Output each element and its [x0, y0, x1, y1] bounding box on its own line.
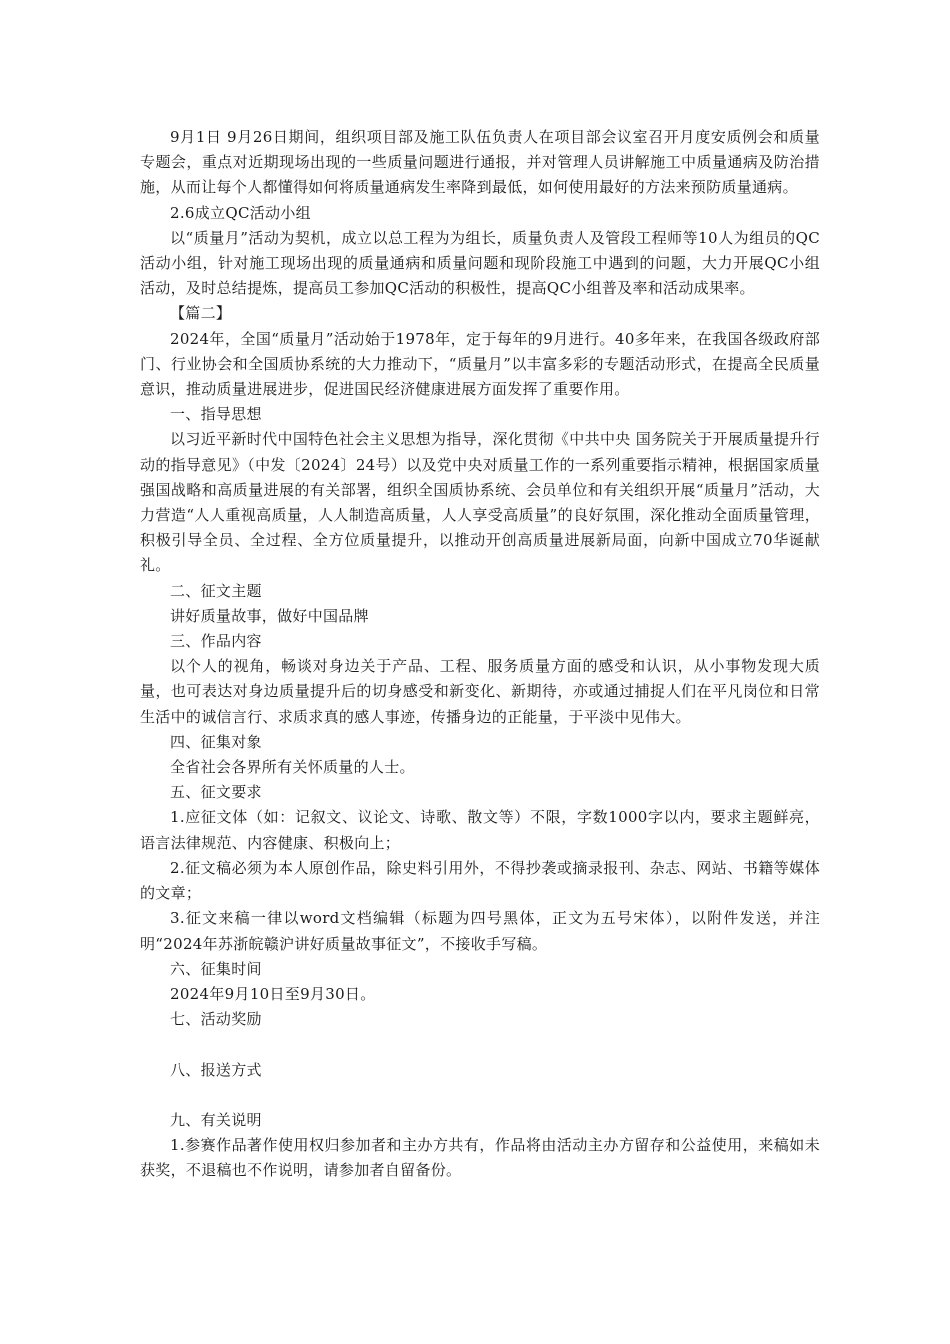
- notes-item-1: 1.参赛作品著作使用权归参加者和主办方共有，作品将由活动主办方留存和公益使用，来稿如未获奖，不退稿也不作说明，请参加者自留备份。: [140, 1136, 820, 1180]
- part-two-heading: 【篇二】: [170, 304, 232, 323]
- paragraph-essay-theme: 讲好质量故事，做好中国品牌: [170, 606, 369, 625]
- document-body: [140, 125, 820, 1184]
- section-heading-qc-group: 2.6成立QC活动小组: [170, 203, 311, 222]
- heading-submission-method: 八、报送方式: [170, 1060, 262, 1079]
- paragraph-meeting-summary: 9月1日 9月26日期间，组织项目部及施工队伍负责人在项目部会议室召开月度安质例会和质量专题会，重点对近期现场出现的一些质量问题进行通报，并对管理人员讲解施工中质量通病及防治措施，从而让每个人都懂得如何将质量通病发生率降到最低，如何使用最好的方法来预防质量通病。: [140, 128, 820, 197]
- requirement-item-2: 2.征文稿必须为本人原创作品，除史料引用外，不得抄袭或摘录报刊、杂志、网站、书籍等媒体的文章；: [140, 858, 820, 903]
- heading-target-audience: 四、征集对象: [170, 732, 262, 751]
- heading-related-notes: 九、有关说明: [170, 1110, 262, 1129]
- paragraph-collection-period: 2024年9月10日至9月30日。: [170, 984, 376, 1003]
- heading-essay-theme: 二、征文主题: [170, 581, 262, 600]
- paragraph-quality-month-intro: 2024年，全国“质量月”活动始于1978年，定于每年的9月进行。40多年来，在我国各级政府部门、行业协会和全国质协系统的大力推动下，“质量月”以丰富多彩的专题活动形式，在提高全民质量意识，推动质量进展进步，促进国民经济健康进展方面发挥了重要作用。: [140, 329, 820, 399]
- requirement-item-3: 3.征文来稿一律以word文档编辑（标题为四号黑体，正文为五号宋体），以附件发送，并注明“2024年苏浙皖赣沪讲好质量故事征文”，不接收手写稿。: [140, 909, 820, 953]
- heading-collection-period: 六、征集时间: [170, 959, 262, 978]
- paragraph-target-audience: 全省社会各界所有关怀质量的人士。: [170, 758, 415, 777]
- paragraph-qc-group: 以“质量月”活动为契机，成立以总工程为为组长，质量负责人及管段工程师等10人为组员的QC活动小组，针对施工现场出现的质量通病和质量问题和现阶段施工中遇到的问题，大力开展QC小组活动，及时总结提炼，提高员工参加QC活动的积极性，提高QC小组普及率和活动成果率。: [140, 228, 820, 298]
- blank-line: [140, 1032, 820, 1057]
- paragraph-work-content: 以个人的视角，畅谈对身边关于产品、工程、服务质量方面的感受和认识，从小事物发现大质量，也可表达对身边质量提升后的切身感受和新变化、新期待，亦或通过捕捉人们在平凡岗位和日常生活中的诚信言行、求质求真的感人事迹，传播身边的正能量，于平淡中见伟大。: [140, 657, 820, 726]
- blank-line: [140, 1083, 820, 1108]
- heading-activity-awards: 七、活动奖励: [170, 1010, 262, 1029]
- heading-guiding-ideology: 一、指导思想: [170, 405, 262, 424]
- paragraph-guiding-ideology: 以习近平新时代中国特色社会主义思想为指导，深化贯彻《中共中央 国务院关于开展质量提升行动的指导意见》（中发〔2024〕24号）以及党中央对质量工作的一系列重要指示精神，根据国家质量强国战略和高质量进展的有关部署，组织全国质协系统、会员单位和有关组织开展“质量月”活动，大力营造“人人重视高质量，人人制造高质量，人人享受高质量”的良好氛围，深化推动全面质量管理，积极引导全员、全过程、全方位质量提升，以推动开创高质量进展新局面，向新中国成立70华诞献礼。: [140, 430, 820, 575]
- heading-work-content: 三、作品内容: [170, 632, 262, 651]
- requirement-item-1: 1.应征文体（如：记叙文、议论文、诗歌、散文等）不限，字数1000字以内，要求主题鲜亮，语言法律规范、内容健康、积极向上；: [140, 808, 820, 852]
- heading-essay-requirements: 五、征文要求: [170, 783, 262, 802]
